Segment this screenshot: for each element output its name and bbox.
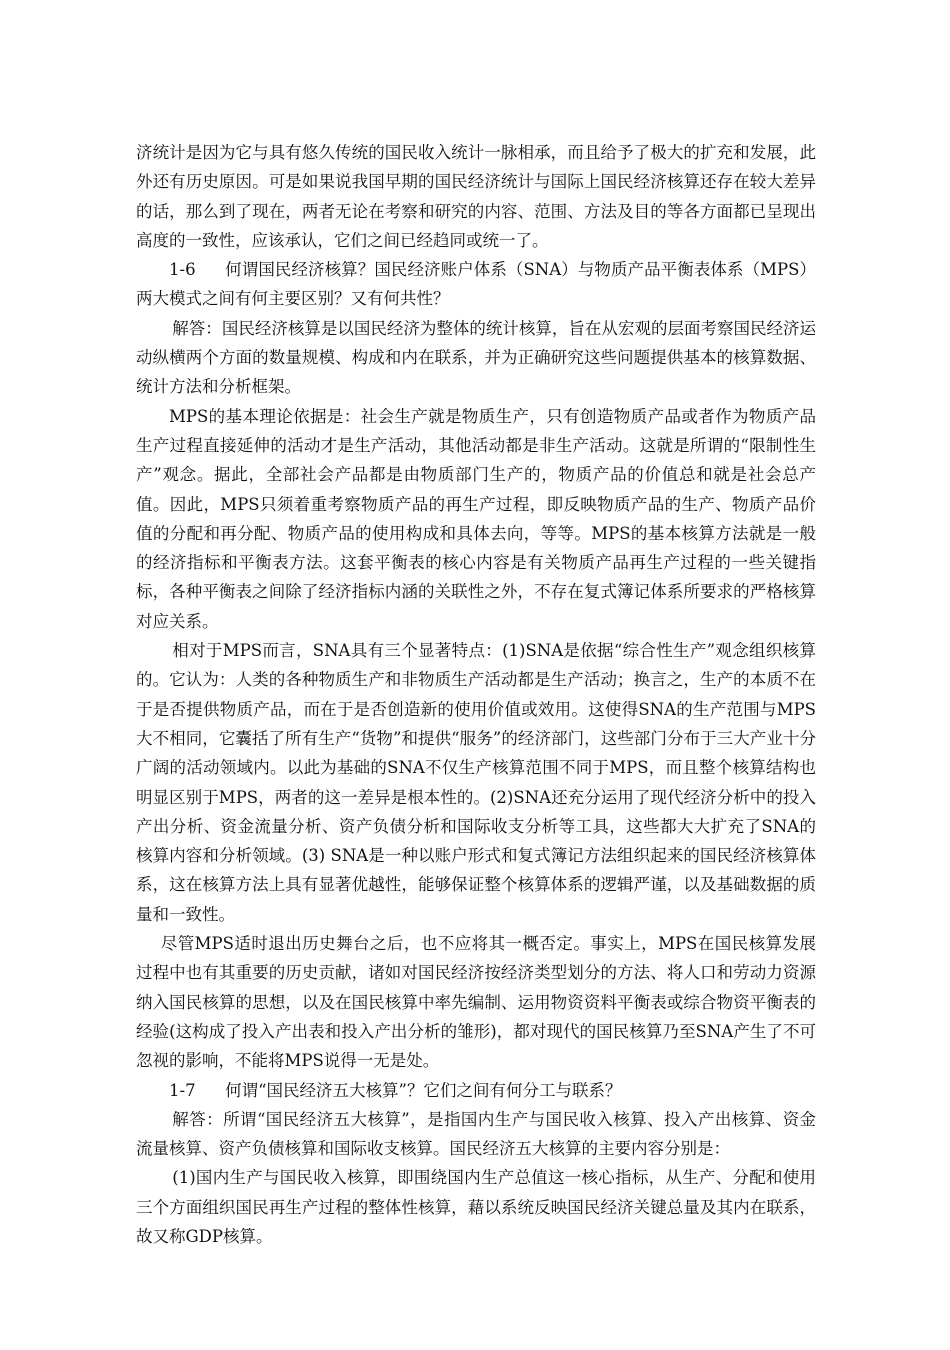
question-number: 1-6	[169, 260, 196, 280]
question-1-7	[136, 1076, 816, 1105]
question-number: 1-7	[169, 1080, 196, 1100]
answer-paragraph: 相对于MPS而言，SNA具有三个显著特点：(1)SNA是依据“综合性生产”观念组织核算的。它认为：人类的各种物质生产和非物质生产活动都是生产活动；换言之，生产的本质不在于是否提供物质产品，而在于是否创造新的使用价值或效用。这使得SNA的生产范围与MPS大不相同，它囊括了所有生产“货物”和提供“服务”的经济部门，这些部门分布于三大产业十分广阔的活动领域内。以此为基础的SNA不仅生产核算范围不同于MPS，而且整个核算结构也明显区别于MPS，两者的这一差异是根本性的。(2)SNA还充分运用了现代经济分析中的投入产出分析、资金流量分析、资产负债分析和国际收支分析等工具，这些都大大扩充了SNA的核算内容和分析领域。(3) SNA是一种以账户形式和复式簿记方法组织起来的国民经济核算体系，这在核算方法上具有显著优越性，能够保证整个核算体系的逻辑严谨，以及基础数据的质量和一致性。	[136, 641, 816, 924]
question-text: 何谓“国民经济五大核算”？它们之间有何分工与联系？	[225, 1080, 622, 1100]
question-1-6	[136, 255, 816, 314]
answer-paragraph: (1)国内生产与国民收入核算，即围绕国内生产总值这一核心指标，从生产、分配和使用三个方面组织国民再生产过程的整体性核算，藉以系统反映国民经济关键总量及其内在联系，故又称GDP核算。	[136, 1168, 816, 1246]
answer-paragraph: MPS的基本理论依据是：社会生产就是物质生产，只有创造物质产品或者作为物质产品生产过程直接延伸的活动才是生产活动，其他活动都是非生产活动。这就是所谓的“限制性生产”观念。据此，全部社会产品都是由物质部门生产的，物质产品的价值总和就是社会总产值。因此，MPS只须着重考察物质产品的再生产过程，即反映物质产品的生产、物质产品价值的分配和再分配、物质产品的使用构成和具体去向，等等。MPS的基本核算方法就是一般的经济指标和平衡表方法。这套平衡表的核心内容是有关物质产品再生产过程的一些关键指标，各种平衡表之间除了经济指标内涵的关联性之外，不存在复式簿记体系所要求的严格核算对应关系。	[136, 406, 816, 631]
document-body	[136, 138, 816, 1251]
answer-paragraph: 解答：国民经济核算是以国民经济为整体的统计核算，旨在从宏观的层面考察国民经济运动纵横两个方面的数量规模、构成和内在联系，并为正确研究这些问题提供基本的核算数据、统计方法和分析框架。	[136, 318, 816, 397]
answer-paragraph: 解答：所谓“国民经济五大核算”，是指国内生产与国民收入核算、投入产出核算、资金流量核算、资产负债核算和国际收支核算。国民经济五大核算的主要内容分别是：	[136, 1109, 816, 1159]
answer-paragraph: 尽管MPS适时退出历史舞台之后，也不应将其一概否定。事实上，MPS在国民核算发展过程中也有其重要的历史贡献，诸如对国民经济按经济类型划分的方法、将人口和劳动力资源纳入国民核算的思想，以及在国民核算中率先编制、运用物资资料平衡表或综合物资平衡表的经验(这构成了投入产出表和投入产出分析的雏形)，都对现代的国民核算乃至SNA产生了不可忽视的影响，不能将MPS说得一无是处。	[136, 934, 816, 1071]
question-text: 何谓国民经济核算？国民经济账户体系（SNA）与物质产品平衡表体系（MPS）两大模式之间有何主要区别？又有何共性？	[136, 260, 816, 309]
paragraph-continuation: 济统计是因为它与具有悠久传统的国民收入统计一脉相承，而且给予了极大的扩充和发展，此外还有历史原因。可是如果说我国早期的国民经济统计与国际上国民经济核算还存在较大差异的话，那么到了现在，两者无论在考察和研究的内容、范围、方法及目的等各方面都已呈现出高度的一致性，应该承认，它们之间已经趋同或统一了。	[136, 143, 816, 250]
